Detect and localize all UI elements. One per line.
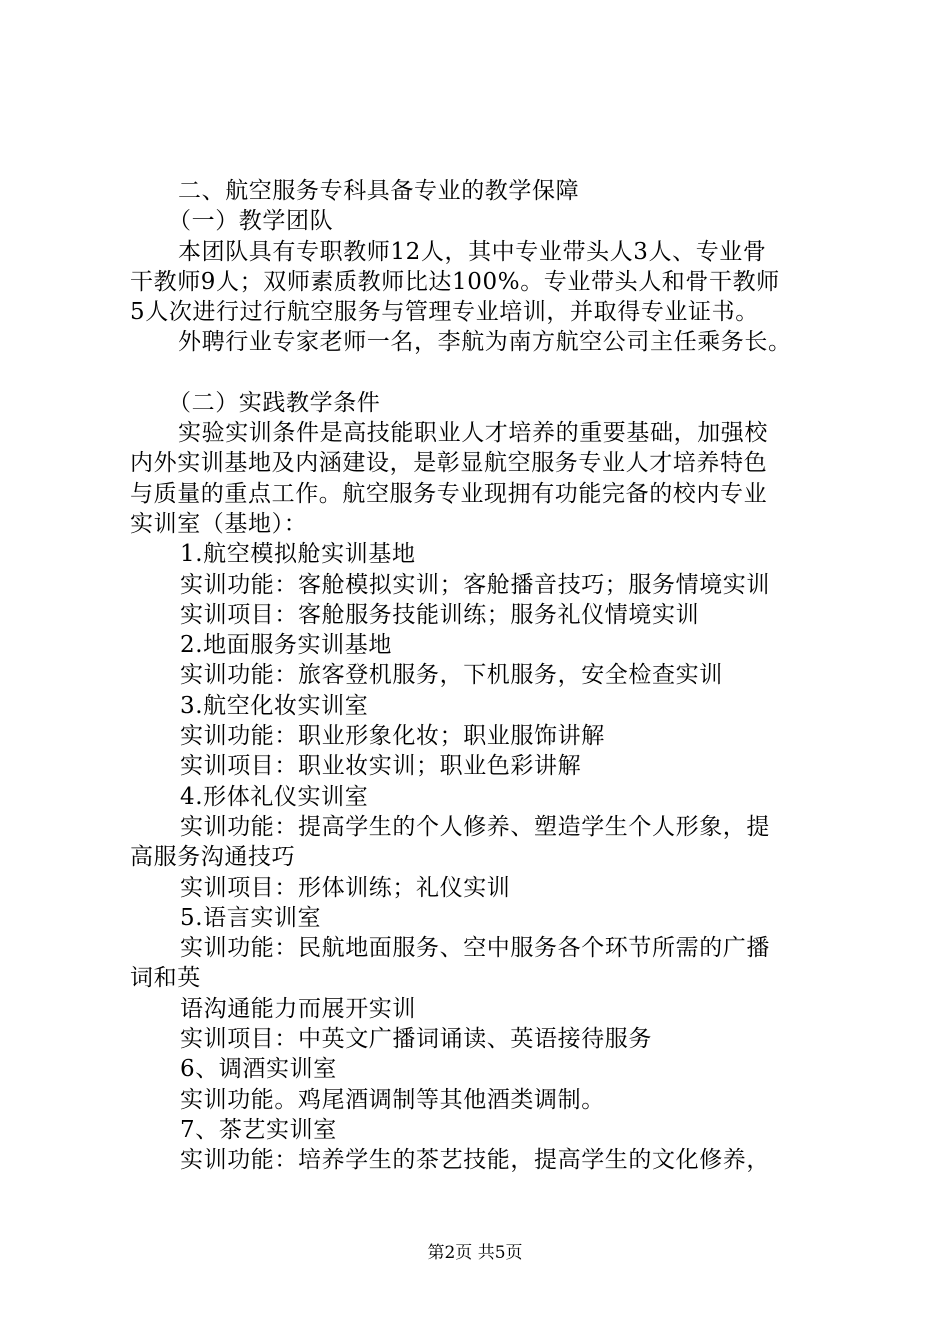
list-item: 词和英 [130, 965, 201, 992]
list-item: 高服务沟通技巧 [130, 844, 296, 871]
subsection-heading-teaching-team: （一）教学团队 [168, 208, 334, 235]
subsection-heading-practice-conditions: （二）实践教学条件 [168, 389, 381, 416]
list-item: 实训功能：提高学生的个人修养、塑造学生个人形象，提 [180, 813, 770, 840]
list-item: 1.航空模拟舱实训基地 [180, 541, 416, 568]
paragraph-line: 本团队具有专职教师12人，其中专业带头人3人、专业骨 [178, 238, 767, 265]
list-item: 6、调酒实训室 [180, 1056, 337, 1083]
paragraph-line: 5人次进行过行航空服务与管理专业培训，并取得专业证书。 [130, 299, 759, 326]
document-body [130, 176, 832, 1176]
list-item: 7、茶艺实训室 [180, 1116, 337, 1143]
list-item: 实训功能。鸡尾酒调制等其他酒类调制。 [180, 1086, 605, 1113]
list-item: 实训功能：客舱模拟实训；客舱播音技巧；服务情境实训 [180, 571, 770, 598]
list-item: 实训功能：民航地面服务、空中服务各个环节所需的广播 [180, 935, 770, 962]
list-item: 5.语言实训室 [180, 904, 322, 931]
list-item: 实训项目：中英文广播词诵读、英语接待服务 [180, 1026, 652, 1053]
list-item: 实训项目：形体训练；礼仪实训 [180, 874, 511, 901]
list-item: 3.航空化妆实训室 [180, 692, 369, 719]
paragraph-line: 实训室（基地）： [130, 510, 308, 537]
blank-line [130, 358, 832, 388]
section-heading: 二、航空服务专科具备专业的教学保障 [178, 178, 580, 204]
page-number-footer: 第2页 共5页 [427, 1243, 523, 1263]
paragraph-line: 与质量的重点工作。航空服务专业现拥有功能完备的校内专业 [130, 480, 768, 507]
paragraph-line: 实验实训条件是高技能职业人才培养的重要基础，加强校 [178, 420, 768, 447]
list-item: 实训功能：培养学生的茶艺技能，提高学生的文化修养， [180, 1147, 770, 1174]
list-item: 语沟通能力而展开实训 [180, 995, 416, 1022]
paragraph-line: 外聘行业专家老师一名，李航为南方航空公司主任乘务长。 [178, 329, 792, 356]
list-item: 实训功能：旅客登机服务，下机服务，安全检查实训 [180, 662, 723, 689]
list-item: 实训项目：客舱服务技能训练；服务礼仪情境实训 [180, 601, 700, 628]
paragraph-line: 内外实训基地及内涵建设，是彰显航空服务专业人才培养特色 [130, 450, 768, 477]
list-item: 4.形体礼仪实训室 [180, 783, 369, 810]
paragraph-line: 干教师9人；双师素质教师比达100%。专业带头人和骨干教师 [130, 268, 780, 295]
list-item: 2.地面服务实训基地 [180, 632, 392, 659]
list-item: 实训项目：职业妆实训；职业色彩讲解 [180, 753, 582, 780]
list-item: 实训功能：职业形象化妆；职业服饰讲解 [180, 723, 605, 750]
